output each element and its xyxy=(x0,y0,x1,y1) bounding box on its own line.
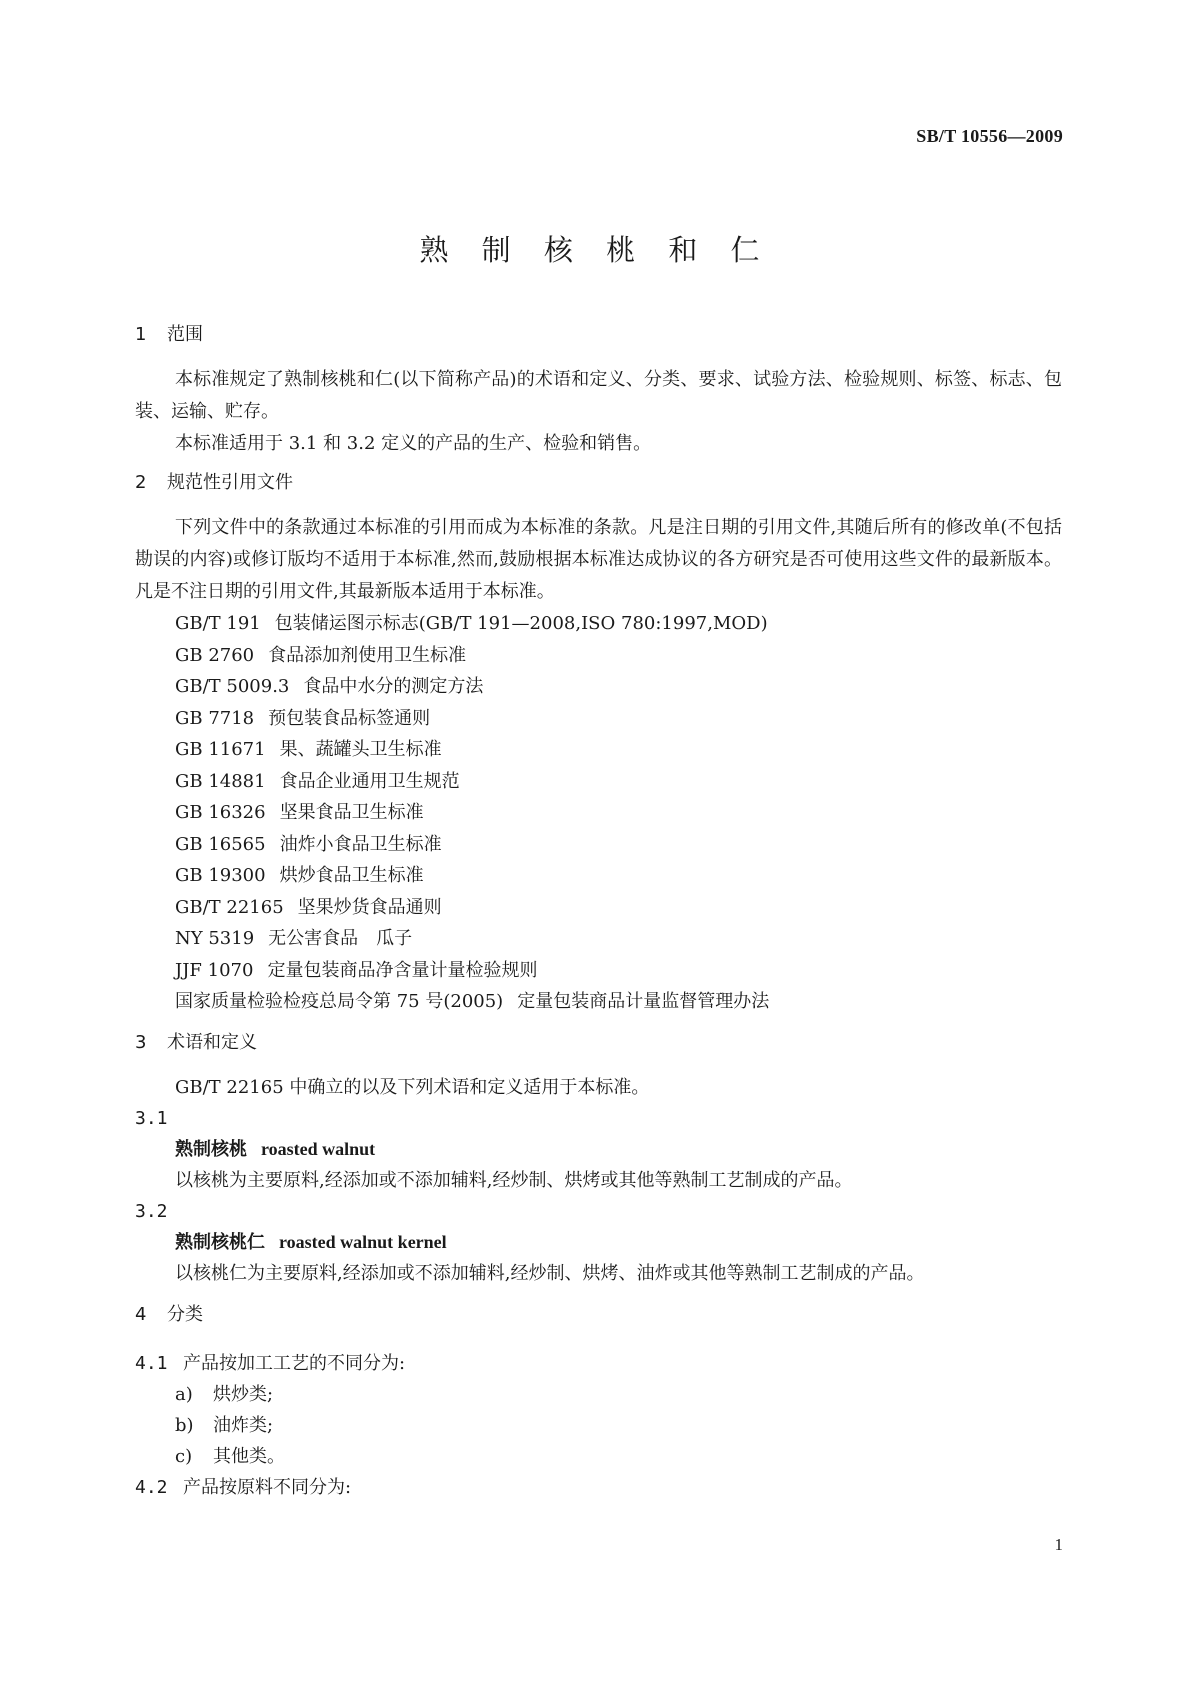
reference-item xyxy=(135,986,1062,1018)
reference-item xyxy=(135,955,1062,987)
reference-code: GB 16326 xyxy=(175,802,266,823)
reference-title: 坚果炒货食品通则 xyxy=(297,896,442,918)
reference-title: 无公害食品 瓜子 xyxy=(268,928,413,949)
clause-text: 产品按原料不同分为: xyxy=(183,1476,352,1498)
document-title: 熟 制 核 桃 和 仁 xyxy=(419,233,772,267)
clause-4-1 xyxy=(135,1348,1062,1379)
term-en: roasted walnut xyxy=(261,1138,376,1159)
paragraph: 下列文件中的条款通过本标准的引用而成为本标准的条款。凡是注日期的引用文件,其随后所有的修改单(不包括勘误的内容)或修订版均不适用于本标准,然而,鼓励根据本标准达成协议的各方研究是否可使用这些文件的最新版本。凡是不注日期的引用文件,其最新版本适用于本标准。 xyxy=(135,517,1062,602)
reference-title: 定量包装商品计量监督管理办法 xyxy=(517,991,770,1012)
list-text: 其他类。 xyxy=(213,1445,285,1467)
section-heading-3 xyxy=(135,1028,1062,1058)
document-body xyxy=(135,320,1062,1503)
list-marker: c) xyxy=(175,1445,193,1467)
reference-title: 定量包装商品净含量计量检验规则 xyxy=(267,959,538,981)
reference-title: 坚果食品卫生标准 xyxy=(279,802,424,823)
term-heading xyxy=(135,1134,1062,1165)
section-title: 分类 xyxy=(167,1303,203,1325)
section-heading-1 xyxy=(135,320,1062,350)
clause-number: 4.2 xyxy=(135,1476,168,1498)
reference-item xyxy=(135,923,1062,955)
reference-title: 油炸小食品卫生标准 xyxy=(279,833,442,855)
section-number: 4 xyxy=(135,1303,147,1325)
reference-title: 食品中水分的测定方法 xyxy=(303,676,484,697)
term-number: 3.2 xyxy=(135,1200,168,1222)
reference-code: GB 2760 xyxy=(175,644,255,666)
paragraph: 本标准适用于 3.1 和 3.2 定义的产品的生产、检验和销售。 xyxy=(175,433,652,454)
reference-item xyxy=(135,766,1062,798)
section-title: 规范性引用文件 xyxy=(167,472,293,493)
reference-item xyxy=(135,797,1062,829)
list-marker: a) xyxy=(175,1383,193,1405)
reference-item xyxy=(135,640,1062,672)
term-zh: 熟制核桃 xyxy=(175,1138,247,1160)
reference-code: GB/T 5009.3 xyxy=(175,676,290,697)
clause-4-2 xyxy=(135,1472,1062,1503)
list-marker: b) xyxy=(175,1414,194,1436)
section-number: 2 xyxy=(135,472,147,493)
reference-title: 包装储运图示标志(GB/T 191—2008,ISO 780:1997,MOD) xyxy=(274,613,768,634)
term-number: 3.1 xyxy=(135,1107,168,1129)
section-number: 1 xyxy=(135,324,147,345)
reference-item xyxy=(135,703,1062,735)
reference-title: 烘炒食品卫生标准 xyxy=(279,865,424,886)
standard-code: SB/T 10556—2009 xyxy=(916,126,1063,146)
term-definition: 以核桃仁为主要原料,经添加或不添加辅料,经炒制、烘烤、油炸或其他等熟制工艺制成的产品。 xyxy=(175,1262,925,1284)
term-zh: 熟制核桃仁 xyxy=(175,1231,265,1253)
reference-item xyxy=(135,608,1062,640)
clause-number: 4.1 xyxy=(135,1352,168,1374)
list-item xyxy=(135,1441,1062,1472)
term-definition: 以核桃为主要原料,经添加或不添加辅料,经炒制、烘烤或其他等熟制工艺制成的产品。 xyxy=(175,1169,853,1191)
page-number: 1 xyxy=(1054,1535,1063,1554)
reference-item xyxy=(135,892,1062,924)
reference-code: 国家质量检验检疫总局令第 75 号(2005) xyxy=(175,991,504,1012)
reference-code: JJF 1070 xyxy=(175,959,254,981)
reference-item xyxy=(135,829,1062,861)
list-text: 烘炒类; xyxy=(213,1383,274,1405)
reference-code: NY 5319 xyxy=(175,928,255,949)
reference-title: 食品企业通用卫生规范 xyxy=(279,770,460,792)
section-number: 3 xyxy=(135,1031,147,1053)
reference-item xyxy=(135,671,1062,703)
reference-code: GB 14881 xyxy=(175,770,266,792)
reference-item xyxy=(135,860,1062,892)
reference-item xyxy=(135,734,1062,766)
reference-list xyxy=(135,608,1062,1018)
reference-code: GB 7718 xyxy=(175,707,255,729)
section-heading-4 xyxy=(135,1300,1062,1330)
reference-code: GB 11671 xyxy=(175,739,266,760)
paragraph: GB/T 22165 中确立的以及下列术语和定义适用于本标准。 xyxy=(175,1076,650,1098)
reference-code: GB 16565 xyxy=(175,833,266,855)
reference-title: 果、蔬罐头卫生标准 xyxy=(279,739,442,760)
reference-code: GB/T 191 xyxy=(175,613,261,634)
clause-text: 产品按加工工艺的不同分为: xyxy=(183,1352,406,1374)
reference-code: GB 19300 xyxy=(175,865,266,886)
reference-title: 预包装食品标签通则 xyxy=(268,707,431,729)
paragraph: 本标准规定了熟制核桃和仁(以下简称产品)的术语和定义、分类、要求、试验方法、检验规则、标签、标志、包装、运输、贮存。 xyxy=(135,369,1062,422)
list-item xyxy=(135,1379,1062,1410)
reference-title: 食品添加剂使用卫生标准 xyxy=(268,644,467,666)
section-title: 术语和定义 xyxy=(167,1031,257,1053)
section-title: 范围 xyxy=(167,324,203,345)
reference-code: GB/T 22165 xyxy=(175,896,284,918)
list-item xyxy=(135,1410,1062,1441)
term-en: roasted walnut kernel xyxy=(279,1231,447,1252)
section-heading-2 xyxy=(135,468,1062,498)
list-text: 油炸类; xyxy=(213,1414,274,1436)
term-heading xyxy=(135,1227,1062,1258)
